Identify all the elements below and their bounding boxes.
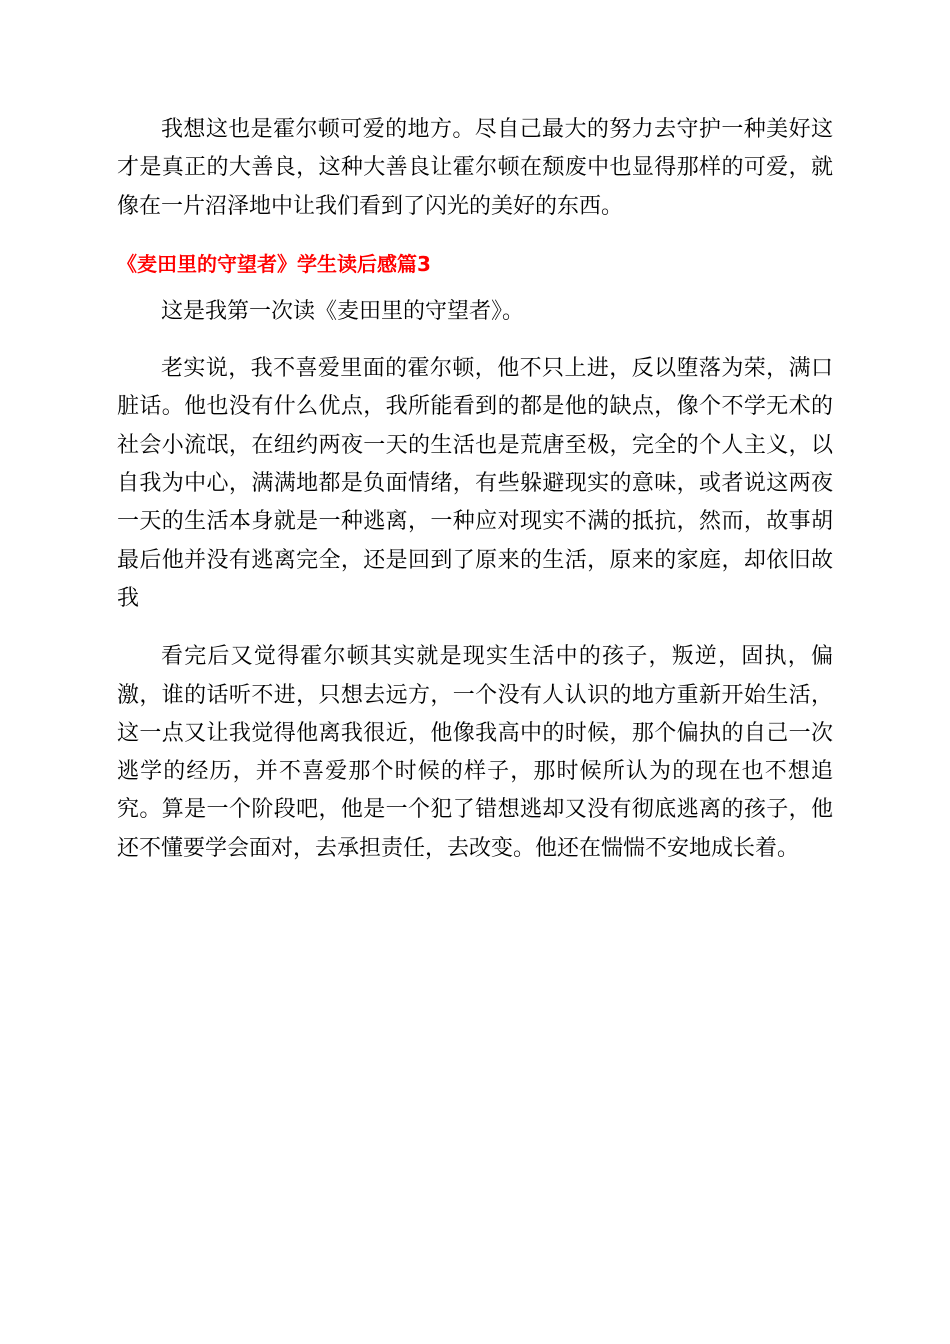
paragraph-first-read: 这是我第一次读《麦田里的守望者》。 bbox=[161, 298, 525, 324]
section-heading: 《麦田里的守望者》学生读后感篇3 bbox=[117, 251, 431, 276]
paragraph-honest-opinion: 老实说，我不喜爱里面的霍尔顿，他不只上进，反以堕落为荣，满口脏话。他也没有什么优点，我所能看到的都是他的缺点，像个不学无术的社会小流氓，在纽约两夜一天的生活也是荒唐至极，完全的个人主义，以自我为中心，满满地都是负面情绪，有些躲避现实的意味，或者说这两夜一天的生活本身就是一种逃离，一种应对现实不满的抵抗，然而，故事胡最后他并没有逃离完全，还是回到了原来的生活，原来的家庭，却依旧故我 bbox=[117, 356, 833, 611]
paragraph-reflection: 看完后又觉得霍尔顿其实就是现实生活中的孩子，叛逆，固执，偏激，谁的话听不进，只想去远方，一个没有人认识的地方重新开始生活，这一点又让我觉得他离我很近，他像我高中的时候，那个偏执的自己一次逃学的经历，并不喜爱那个时候的样子，那时候所认为的现在也不想追究。算是一个阶段吧，他是一个犯了错想逃却又没有彻底逃离的孩子，他还不懂要学会面对，去承担责任，去改变。他还在惴惴不安地成长着。 bbox=[117, 644, 833, 861]
document-body bbox=[117, 111, 833, 868]
paragraph-intro: 我想这也是霍尔顿可爱的地方。尽自己最大的努力去守护一种美好这才是真正的大善良，这种大善良让霍尔顿在颓废中也显得那样的可爱，就像在一片沼泽地中让我们看到了闪光的美好的东西。 bbox=[117, 117, 833, 219]
